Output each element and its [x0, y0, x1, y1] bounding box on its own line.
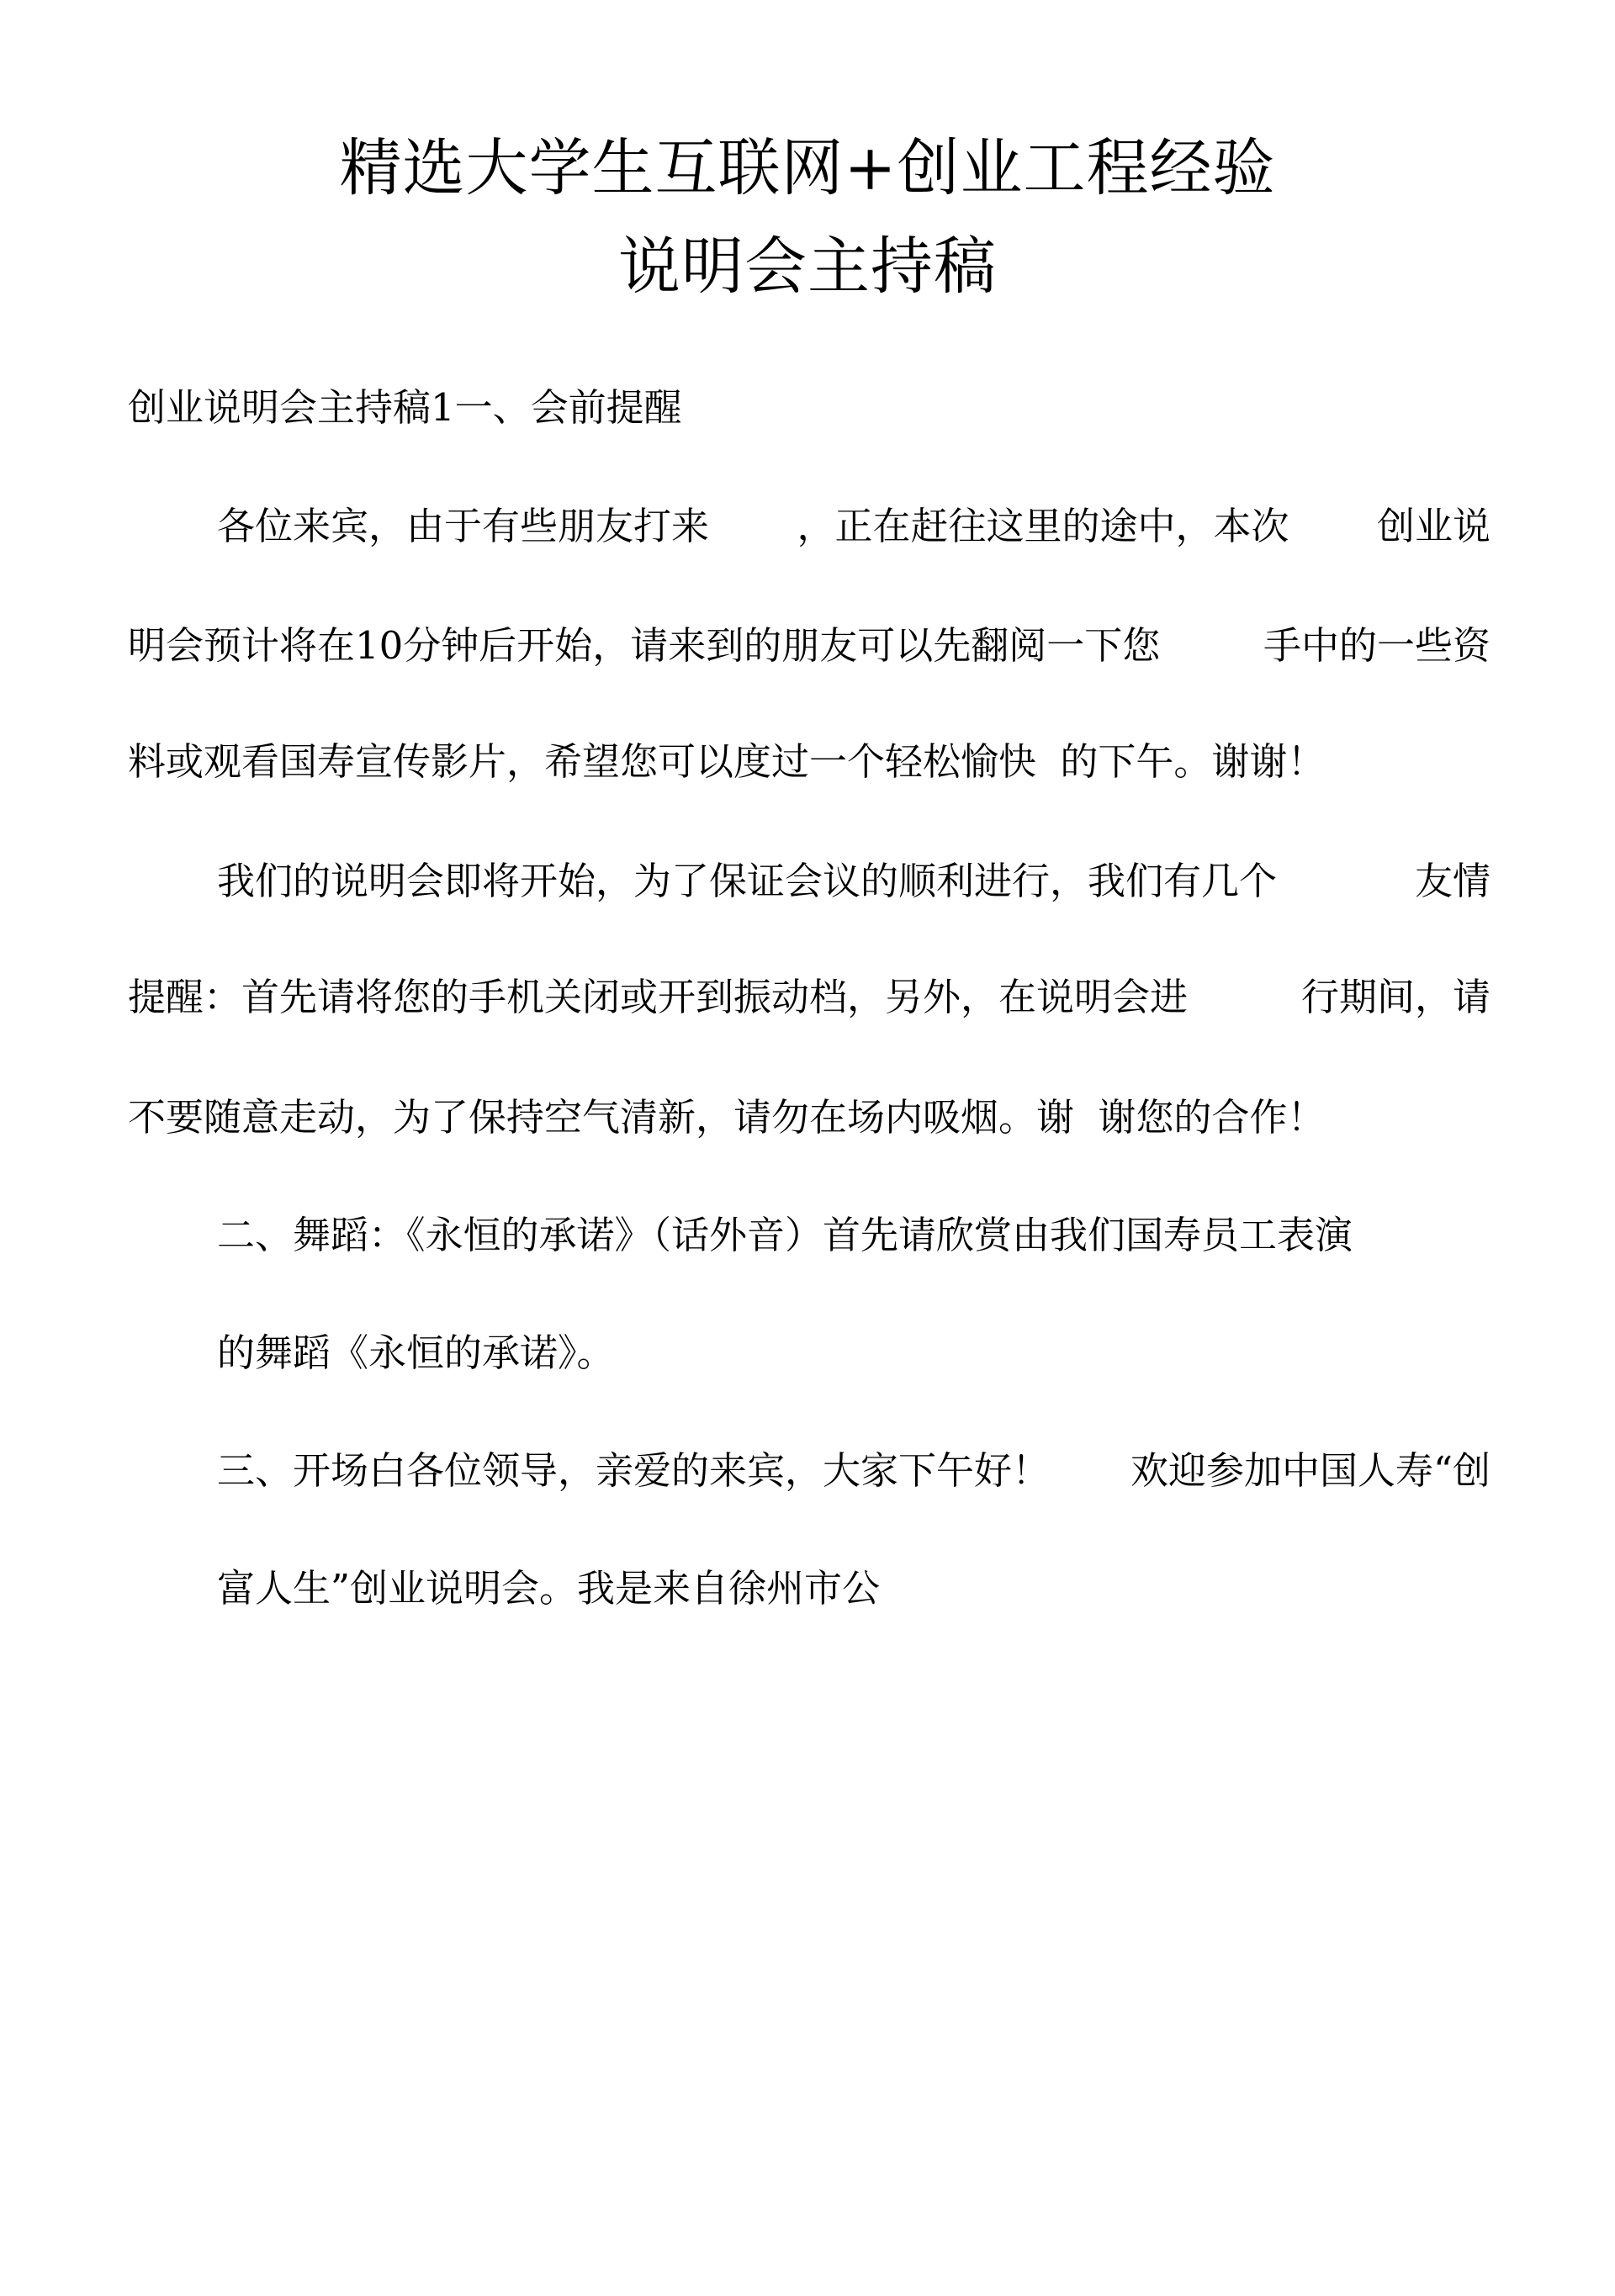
- paragraph-1-line-3-part-b: 的下午。谢谢！: [1060, 739, 1326, 784]
- paragraph-1-line-1-part-b: ，正在赶往这里的途中，本次: [797, 504, 1289, 548]
- paragraph-1-line-1: [217, 504, 1491, 548]
- paragraph-1-line-3: [128, 739, 1326, 784]
- paragraph-2-line-3-part-b: 谢您的合作！: [1098, 1095, 1326, 1140]
- paragraph-2-line-2-part-b: 行期间，请: [1300, 975, 1491, 1019]
- paragraph-3-line-2: 的舞蹈《永恒的承诺》。: [217, 1331, 615, 1375]
- paragraph-3-line-1: [217, 1213, 1491, 1257]
- paragraph-2-line-2-part-a: 提醒：首先请将您的手机关闭或开到振动档，另外，在说明会进: [128, 975, 1189, 1019]
- paragraph-1-line-2: [128, 623, 1491, 668]
- document-title-line-2: 说明会主持稿: [618, 230, 997, 303]
- paragraph-2-line-1: [217, 859, 1491, 903]
- paragraph-2-line-2: [128, 975, 1491, 1019]
- paragraph-3-line-1-text: 二、舞蹈：《永恒的承诺》（话外音）首先请欣赏由我们国寿员工表演: [217, 1213, 1353, 1257]
- paragraph-4-line-1-part-b: 欢迎参加中国人寿“创: [1130, 1448, 1491, 1493]
- paragraph-4-line-1: [217, 1448, 1491, 1493]
- intro-heading: 创业说明会主持稿1一、会前提醒: [128, 385, 682, 430]
- paragraph-1-line-2-part-b: 手中的一些资: [1263, 623, 1491, 668]
- paragraph-2-line-1-part-a: 我们的说明会即将开始，为了保证会议的顺利进行，我们有几个: [217, 859, 1278, 903]
- paragraph-1-line-1-part-a: 各位来宾，由于有些朋友打来: [217, 504, 710, 548]
- paragraph-1-line-1-part-c: 创业说: [1376, 504, 1491, 548]
- paragraph-4-line-2: 富人生”创业说明会。我是来自徐州市公: [217, 1566, 881, 1611]
- document-title-line-1: 精选大学生互联网+创业工程经验: [339, 132, 1276, 204]
- paragraph-1-line-2-part-a: 明会预计将在10分钟后开始，请来到的朋友可以先翻阅一下您: [128, 623, 1161, 668]
- paragraph-2-line-1-part-b: 友情: [1414, 859, 1491, 903]
- paragraph-4-line-1-part-a: 三、开场白各位领导，亲爱的来宾，大家下午好！: [217, 1448, 1051, 1493]
- paragraph-2-line-3-part-a: 不要随意走动，为了保持空气清新，请勿在场内吸烟。谢: [128, 1095, 1075, 1140]
- paragraph-2-line-3: [128, 1095, 1326, 1140]
- paragraph-1-line-3-part-a: 料或观看国寿宣传影片，希望您可以度过一个轻松愉快: [128, 739, 1037, 784]
